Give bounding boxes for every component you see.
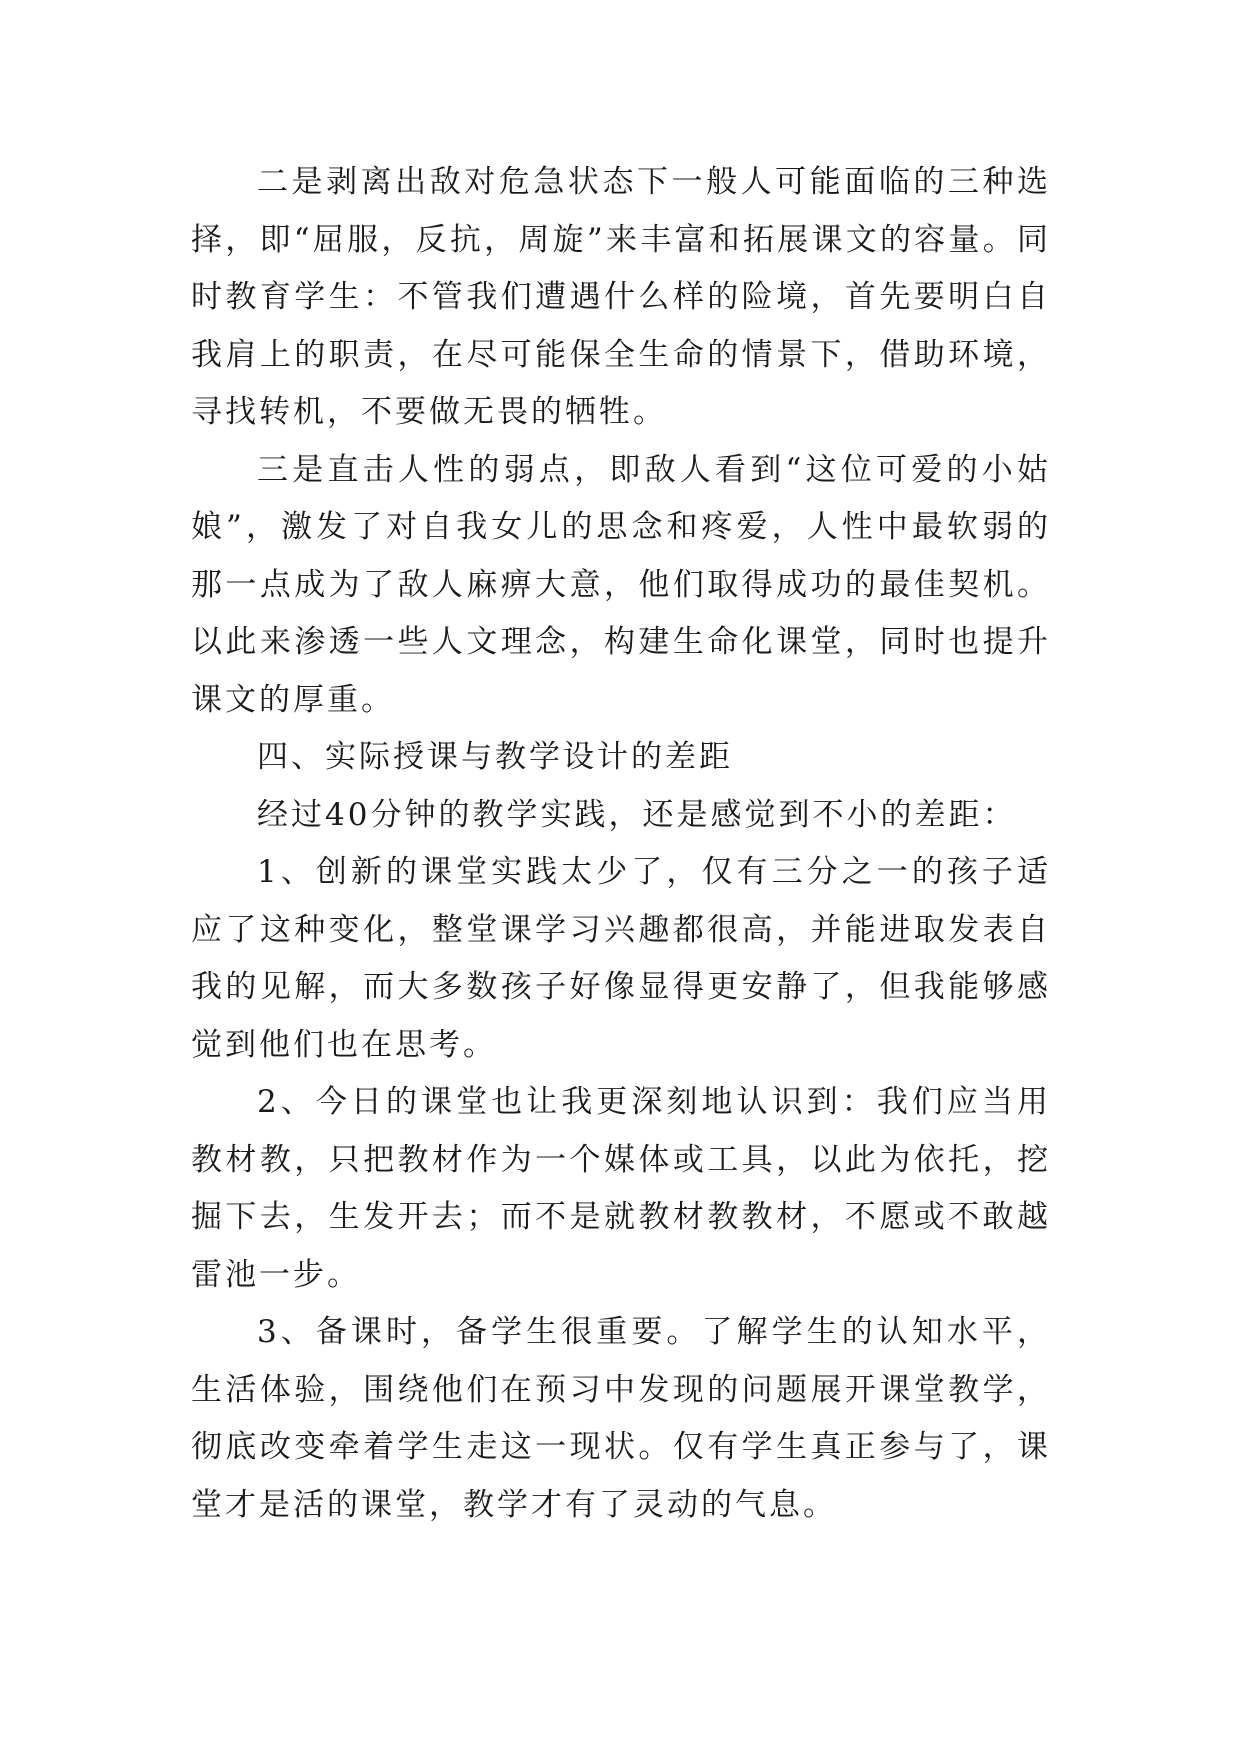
paragraph-practice-intro: 经过40分钟的教学实践，还是感觉到不小的差距：: [257, 796, 1017, 833]
list-item-3: 3、备课时，备学生很重要。了解学生的认知水平，生活体验，围绕他们在预习中发现的问题展开课堂教学，彻底改变牵着学生走这一现状。仅有学生真正参与了，课堂才是活的课堂，教学才有了灵动的气息。: [191, 1314, 1051, 1523]
document-body: [191, 154, 1051, 1534]
paragraph-option-two: 二是剥离出敌对危急状态下一般人可能面临的三种选择，即“屈服，反抗，周旋”来丰富和拓展课文的容量。同时教育学生：不管我们遭遇什么样的险境，首先要明白自我肩上的职责，在尽可能保全生命的情景下，借助环境，寻找转机，不要做无畏的牺牲。: [191, 164, 1051, 430]
list-item-2: 2、今日的课堂也让我更深刻地认识到：我们应当用教材教，只把教材作为一个媒体或工具，以此为依托，挖掘下去，生发开去；而不是就教材教教材，不愿或不敢越雷池一步。: [191, 1084, 1051, 1293]
section-heading-gap: 四、实际授课与教学设计的差距: [257, 739, 733, 775]
list-item-1: 1、创新的课堂实践太少了，仅有三分之一的孩子适应了这种变化，整堂课学习兴趣都很高，并能进取发表自我的见解，而大多数孩子好像显得更安静了，但我能够感觉到他们也在思考。: [191, 854, 1051, 1063]
paragraph-option-three: 三是直击人性的弱点，即敌人看到“这位可爱的小姑娘”，激发了对自我女儿的思念和疼爱，人性中最软弱的那一点成为了敌人麻痹大意，他们取得成功的最佳契机。以此来渗透一些人文理念，构建生命化课堂，同时也提升课文的厚重。: [191, 451, 1051, 718]
